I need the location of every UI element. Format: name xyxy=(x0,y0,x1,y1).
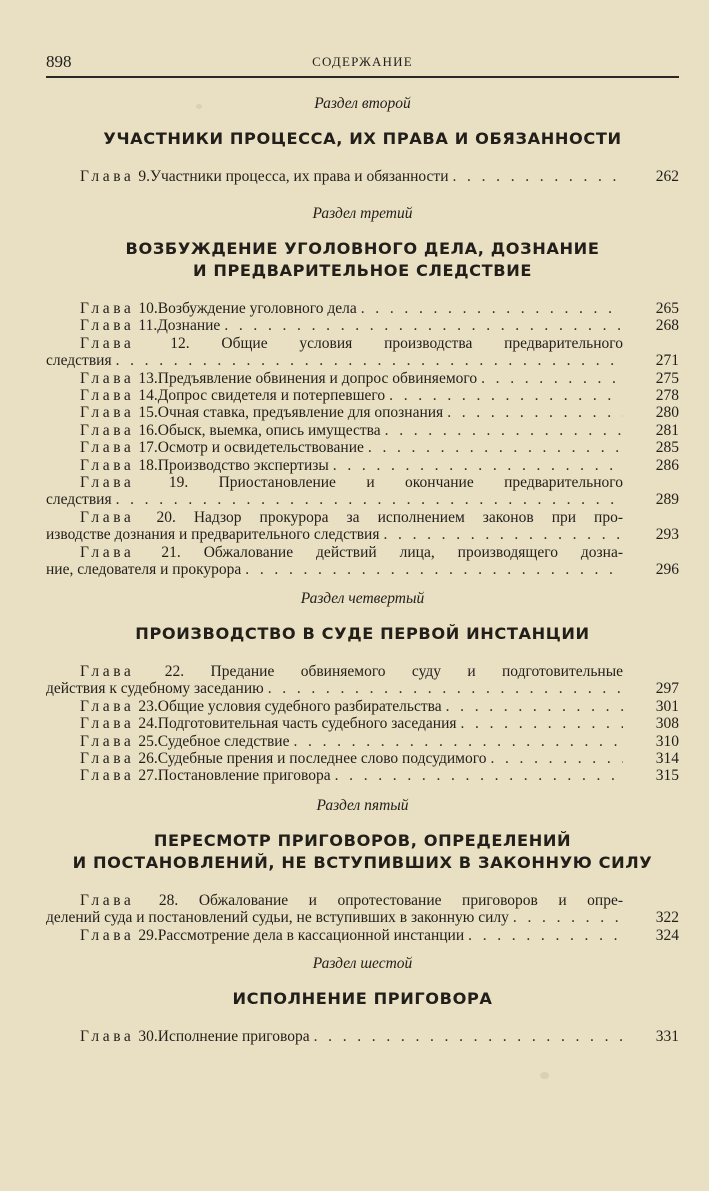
chapter-entry xyxy=(46,767,679,784)
chapter-line xyxy=(46,439,623,456)
dot-leader xyxy=(481,370,623,387)
chapter-entry xyxy=(46,544,679,579)
paper-spot xyxy=(540,1072,549,1079)
chapter-line xyxy=(46,767,623,784)
chapter-number: 27. xyxy=(138,767,158,785)
dot-leader xyxy=(385,422,623,439)
page-reference: 331 xyxy=(655,1028,679,1045)
chapter-word: Глава xyxy=(80,1028,135,1045)
page-header xyxy=(46,52,679,78)
dot-leader xyxy=(335,767,623,784)
page-reference: 301 xyxy=(655,697,679,715)
toc-section xyxy=(46,588,679,785)
chapter-word: Глава xyxy=(80,334,135,352)
page-reference: 268 xyxy=(655,317,679,335)
chapter-line xyxy=(46,491,623,508)
chapter-number: 22. xyxy=(164,663,185,680)
dot-leader xyxy=(333,457,623,474)
chapter-number: 18. xyxy=(138,456,158,474)
chapter-title: Очная ставка, предъявление для опознания xyxy=(157,404,444,422)
chapter-entry xyxy=(46,715,679,732)
chapter-line xyxy=(46,457,623,474)
chapter-title: Участники процесса, их права и обязанности xyxy=(150,168,449,185)
chapter-line xyxy=(46,335,623,352)
page-reference: 289 xyxy=(655,491,679,509)
page-reference: 293 xyxy=(655,526,679,544)
section-title-line: ВОЗБУЖДЕНИЕ УГОЛОВНОГО ДЕЛА, ДОЗНАНИЕ xyxy=(125,239,600,258)
dot-leader xyxy=(383,526,623,543)
page-reference: 275 xyxy=(655,369,679,387)
chapter-number: 9. xyxy=(138,168,151,185)
chapter-entry xyxy=(46,404,679,421)
chapter-entry xyxy=(46,370,679,387)
chapter-line xyxy=(46,526,623,543)
chapter-number: 21. xyxy=(161,543,181,561)
chapter-word: Глава xyxy=(80,317,135,335)
section-label: Раздел пятый xyxy=(316,797,409,814)
page-reference: 310 xyxy=(655,732,679,750)
chapter-entry xyxy=(46,698,679,715)
toc-section xyxy=(46,795,679,944)
chapter-line xyxy=(46,544,623,561)
chapter-number: 12. xyxy=(170,334,190,352)
section-title-line: ИСПОЛНЕНИЕ ПРИГОВОРА xyxy=(232,989,493,1008)
chapter-title: изводстве дознания и предварительного следствия xyxy=(46,526,380,544)
chapter-title: Обжалование действий лица, производящего дозна- xyxy=(203,543,624,561)
chapter-title: Судебное следствие xyxy=(157,732,290,750)
chapter-word: Глава xyxy=(80,767,135,785)
chapter-entry xyxy=(46,335,679,370)
page-reference: 265 xyxy=(655,300,679,317)
chapter-word: Глава xyxy=(80,732,135,750)
section-title-line: И ПОСТАНОВЛЕНИЙ, НЕ ВСТУПИВШИХ В ЗАКОННУЮ СИЛУ xyxy=(72,853,653,872)
chapter-line xyxy=(46,892,623,909)
chapter-title: Осмотр и освидетельствование xyxy=(157,439,364,457)
page-reference: 286 xyxy=(655,456,679,474)
chapter-line xyxy=(46,422,623,439)
dot-leader xyxy=(268,680,623,697)
chapter-list xyxy=(46,168,679,185)
chapter-line xyxy=(46,352,623,369)
chapter-number: 24. xyxy=(138,715,158,733)
chapter-entry xyxy=(46,892,679,927)
dot-leader xyxy=(446,698,623,715)
dot-leader xyxy=(116,491,623,508)
chapter-word: Глава xyxy=(80,508,135,526)
page-number: 898 xyxy=(46,52,72,71)
chapter-title: Общие условия производства предварительного xyxy=(221,334,624,352)
section-title xyxy=(46,623,679,645)
page-reference: 281 xyxy=(655,421,679,439)
section-title xyxy=(46,128,679,150)
running-head: СОДЕРЖАНИЕ xyxy=(312,54,413,69)
chapter-number: 20. xyxy=(156,508,176,526)
chapter-title: Надзор прокурора за исполнением законов при про- xyxy=(193,508,624,526)
chapter-title: Обжалование и опротестование приговоров и опре- xyxy=(198,892,624,909)
chapter-entry xyxy=(46,422,679,439)
chapter-title: Предъявление обвинения и допрос обвиняемого xyxy=(157,369,478,387)
chapter-line xyxy=(46,698,623,715)
chapter-word: Глава xyxy=(80,715,135,733)
section-label: Раздел четвертый xyxy=(300,590,425,607)
section-title-line: УЧАСТНИКИ ПРОЦЕССА, ИХ ПРАВА И ОБЯЗАННОСТИ xyxy=(103,129,622,148)
chapter-title: Общие условия судебного разбирательства xyxy=(157,697,442,715)
chapter-title: Исполнение приговора xyxy=(157,1028,310,1045)
chapter-word: Глава xyxy=(80,387,135,405)
chapter-number: 23. xyxy=(138,697,158,715)
dot-leader xyxy=(368,439,623,456)
page-reference: 296 xyxy=(655,561,679,579)
chapter-word: Глава xyxy=(80,926,135,944)
page-reference: 322 xyxy=(655,909,679,927)
chapter-line xyxy=(46,509,623,526)
chapter-word: Глава xyxy=(80,456,135,474)
chapter-word: Глава xyxy=(80,168,135,185)
page-reference: 297 xyxy=(655,680,679,698)
chapter-line xyxy=(46,370,623,387)
chapter-number: 19. xyxy=(168,474,189,492)
chapter-title: Предание обвиняемого суду и подготовительные xyxy=(210,663,623,680)
page-reference: 314 xyxy=(655,750,679,768)
chapter-entry xyxy=(46,927,679,944)
chapter-line xyxy=(46,300,623,317)
chapter-number: 28. xyxy=(158,892,179,909)
dot-leader xyxy=(447,404,623,421)
section-title xyxy=(46,238,679,282)
chapter-list xyxy=(46,300,679,579)
chapter-entry xyxy=(46,733,679,750)
page-reference: 308 xyxy=(655,715,679,733)
chapter-number: 26. xyxy=(138,750,158,768)
chapter-title: Постановление приговора xyxy=(157,767,331,785)
chapter-number: 11. xyxy=(138,317,158,335)
chapter-line xyxy=(46,387,623,404)
chapter-title: Рассмотрение дела в кассационной инстанции xyxy=(157,926,465,944)
dot-leader xyxy=(293,733,623,750)
chapter-title: Приостановление и окончание предварительного xyxy=(218,474,623,492)
toc-section xyxy=(46,93,679,185)
page-reference: 315 xyxy=(655,767,679,785)
section-label: Раздел шестой xyxy=(312,955,413,972)
dot-leader xyxy=(490,750,623,767)
chapter-line xyxy=(46,750,623,767)
chapter-entry xyxy=(46,457,679,474)
page-reference: 324 xyxy=(655,926,679,944)
chapter-word: Глава xyxy=(80,663,135,680)
dot-leader xyxy=(361,300,623,317)
chapter-line xyxy=(46,927,623,944)
chapter-line xyxy=(46,909,623,926)
chapter-title: ние, следователя и прокурора xyxy=(46,561,242,579)
chapter-number: 25. xyxy=(138,732,158,750)
chapter-number: 14. xyxy=(138,387,158,405)
section-title-line: ПРОИЗВОДСТВО В СУДЕ ПЕРВОЙ ИНСТАНЦИИ xyxy=(135,624,590,643)
dot-leader xyxy=(224,317,623,334)
dot-leader xyxy=(453,168,624,185)
chapter-line xyxy=(46,561,623,578)
chapter-number: 17. xyxy=(138,439,158,457)
page-reference: 262 xyxy=(655,168,679,185)
chapter-list xyxy=(46,1028,679,1045)
page-reference: 278 xyxy=(655,387,679,405)
chapter-title: следствия xyxy=(46,491,112,509)
chapter-word: Глава xyxy=(80,892,135,909)
toc-section xyxy=(46,953,679,1045)
chapter-title: Возбуждение уголовного дела xyxy=(157,300,357,317)
chapter-entry xyxy=(46,387,679,404)
chapter-entry xyxy=(46,317,679,334)
chapter-line xyxy=(46,404,623,421)
chapter-title: делений суда и постановлений судьи, не вступивших в законную силу xyxy=(46,909,509,927)
dot-leader xyxy=(314,1028,623,1045)
chapter-title: следствия xyxy=(46,352,112,370)
chapter-entry xyxy=(46,509,679,544)
chapter-line xyxy=(46,663,623,680)
chapter-number: 16. xyxy=(138,421,158,439)
dot-leader xyxy=(389,387,623,404)
page-reference: 280 xyxy=(655,404,679,422)
toc-section xyxy=(46,203,679,579)
section-title xyxy=(46,988,679,1010)
chapter-title: действия к судебному заседанию xyxy=(46,680,264,698)
dot-leader xyxy=(116,352,623,369)
dot-leader xyxy=(461,715,624,732)
section-title-line: ПЕРЕСМОТР ПРИГОВОРОВ, ОПРЕДЕЛЕНИЙ xyxy=(153,831,572,850)
chapter-entry xyxy=(46,300,679,317)
chapter-title: Подготовительная часть судебного заседания xyxy=(157,715,457,733)
chapter-list xyxy=(46,663,679,785)
chapter-word: Глава xyxy=(80,421,135,439)
section-label: Раздел третий xyxy=(312,205,413,222)
chapter-number: 30. xyxy=(138,1028,158,1045)
dot-leader xyxy=(513,909,623,926)
dot-leader xyxy=(468,927,623,944)
chapter-word: Глава xyxy=(80,474,135,492)
page-reference: 285 xyxy=(655,439,679,457)
chapter-word: Глава xyxy=(80,404,135,422)
chapter-line xyxy=(46,168,623,185)
chapter-word: Глава xyxy=(80,369,135,387)
chapter-entry xyxy=(46,439,679,456)
page-reference: 271 xyxy=(655,352,679,370)
chapter-title: Допрос свидетеля и потерпевшего xyxy=(157,387,386,405)
chapter-list xyxy=(46,892,679,944)
chapter-entry xyxy=(46,474,679,509)
chapter-title: Обыск, выемка, опись имущества xyxy=(157,421,381,439)
section-label: Раздел второй xyxy=(314,95,411,112)
chapter-number: 10. xyxy=(138,300,158,317)
chapter-entry xyxy=(46,750,679,767)
chapter-number: 29. xyxy=(138,926,158,944)
chapter-line xyxy=(46,1028,623,1045)
dot-leader xyxy=(245,561,623,578)
chapter-entry xyxy=(46,663,679,698)
chapter-line xyxy=(46,733,623,750)
chapter-line xyxy=(46,715,623,732)
chapter-word: Глава xyxy=(80,697,135,715)
chapter-word: Глава xyxy=(80,300,135,317)
chapter-line xyxy=(46,474,623,491)
section-title-line: И ПРЕДВАРИТЕЛЬНОЕ СЛЕДСТВИЕ xyxy=(192,261,533,280)
chapter-entry xyxy=(46,1028,679,1045)
chapter-title: Производство экспертизы xyxy=(157,456,329,474)
chapter-entry xyxy=(46,168,679,185)
chapter-line xyxy=(46,680,623,697)
chapter-line xyxy=(46,317,623,334)
chapter-word: Глава xyxy=(80,750,135,768)
section-title xyxy=(46,830,679,874)
chapter-number: 15. xyxy=(138,404,158,422)
chapter-word: Глава xyxy=(80,439,135,457)
chapter-title: Дознание xyxy=(157,317,221,335)
chapter-number: 13. xyxy=(138,369,158,387)
chapter-word: Глава xyxy=(80,543,135,561)
chapter-title: Судебные прения и последнее слово подсудимого xyxy=(157,750,487,768)
